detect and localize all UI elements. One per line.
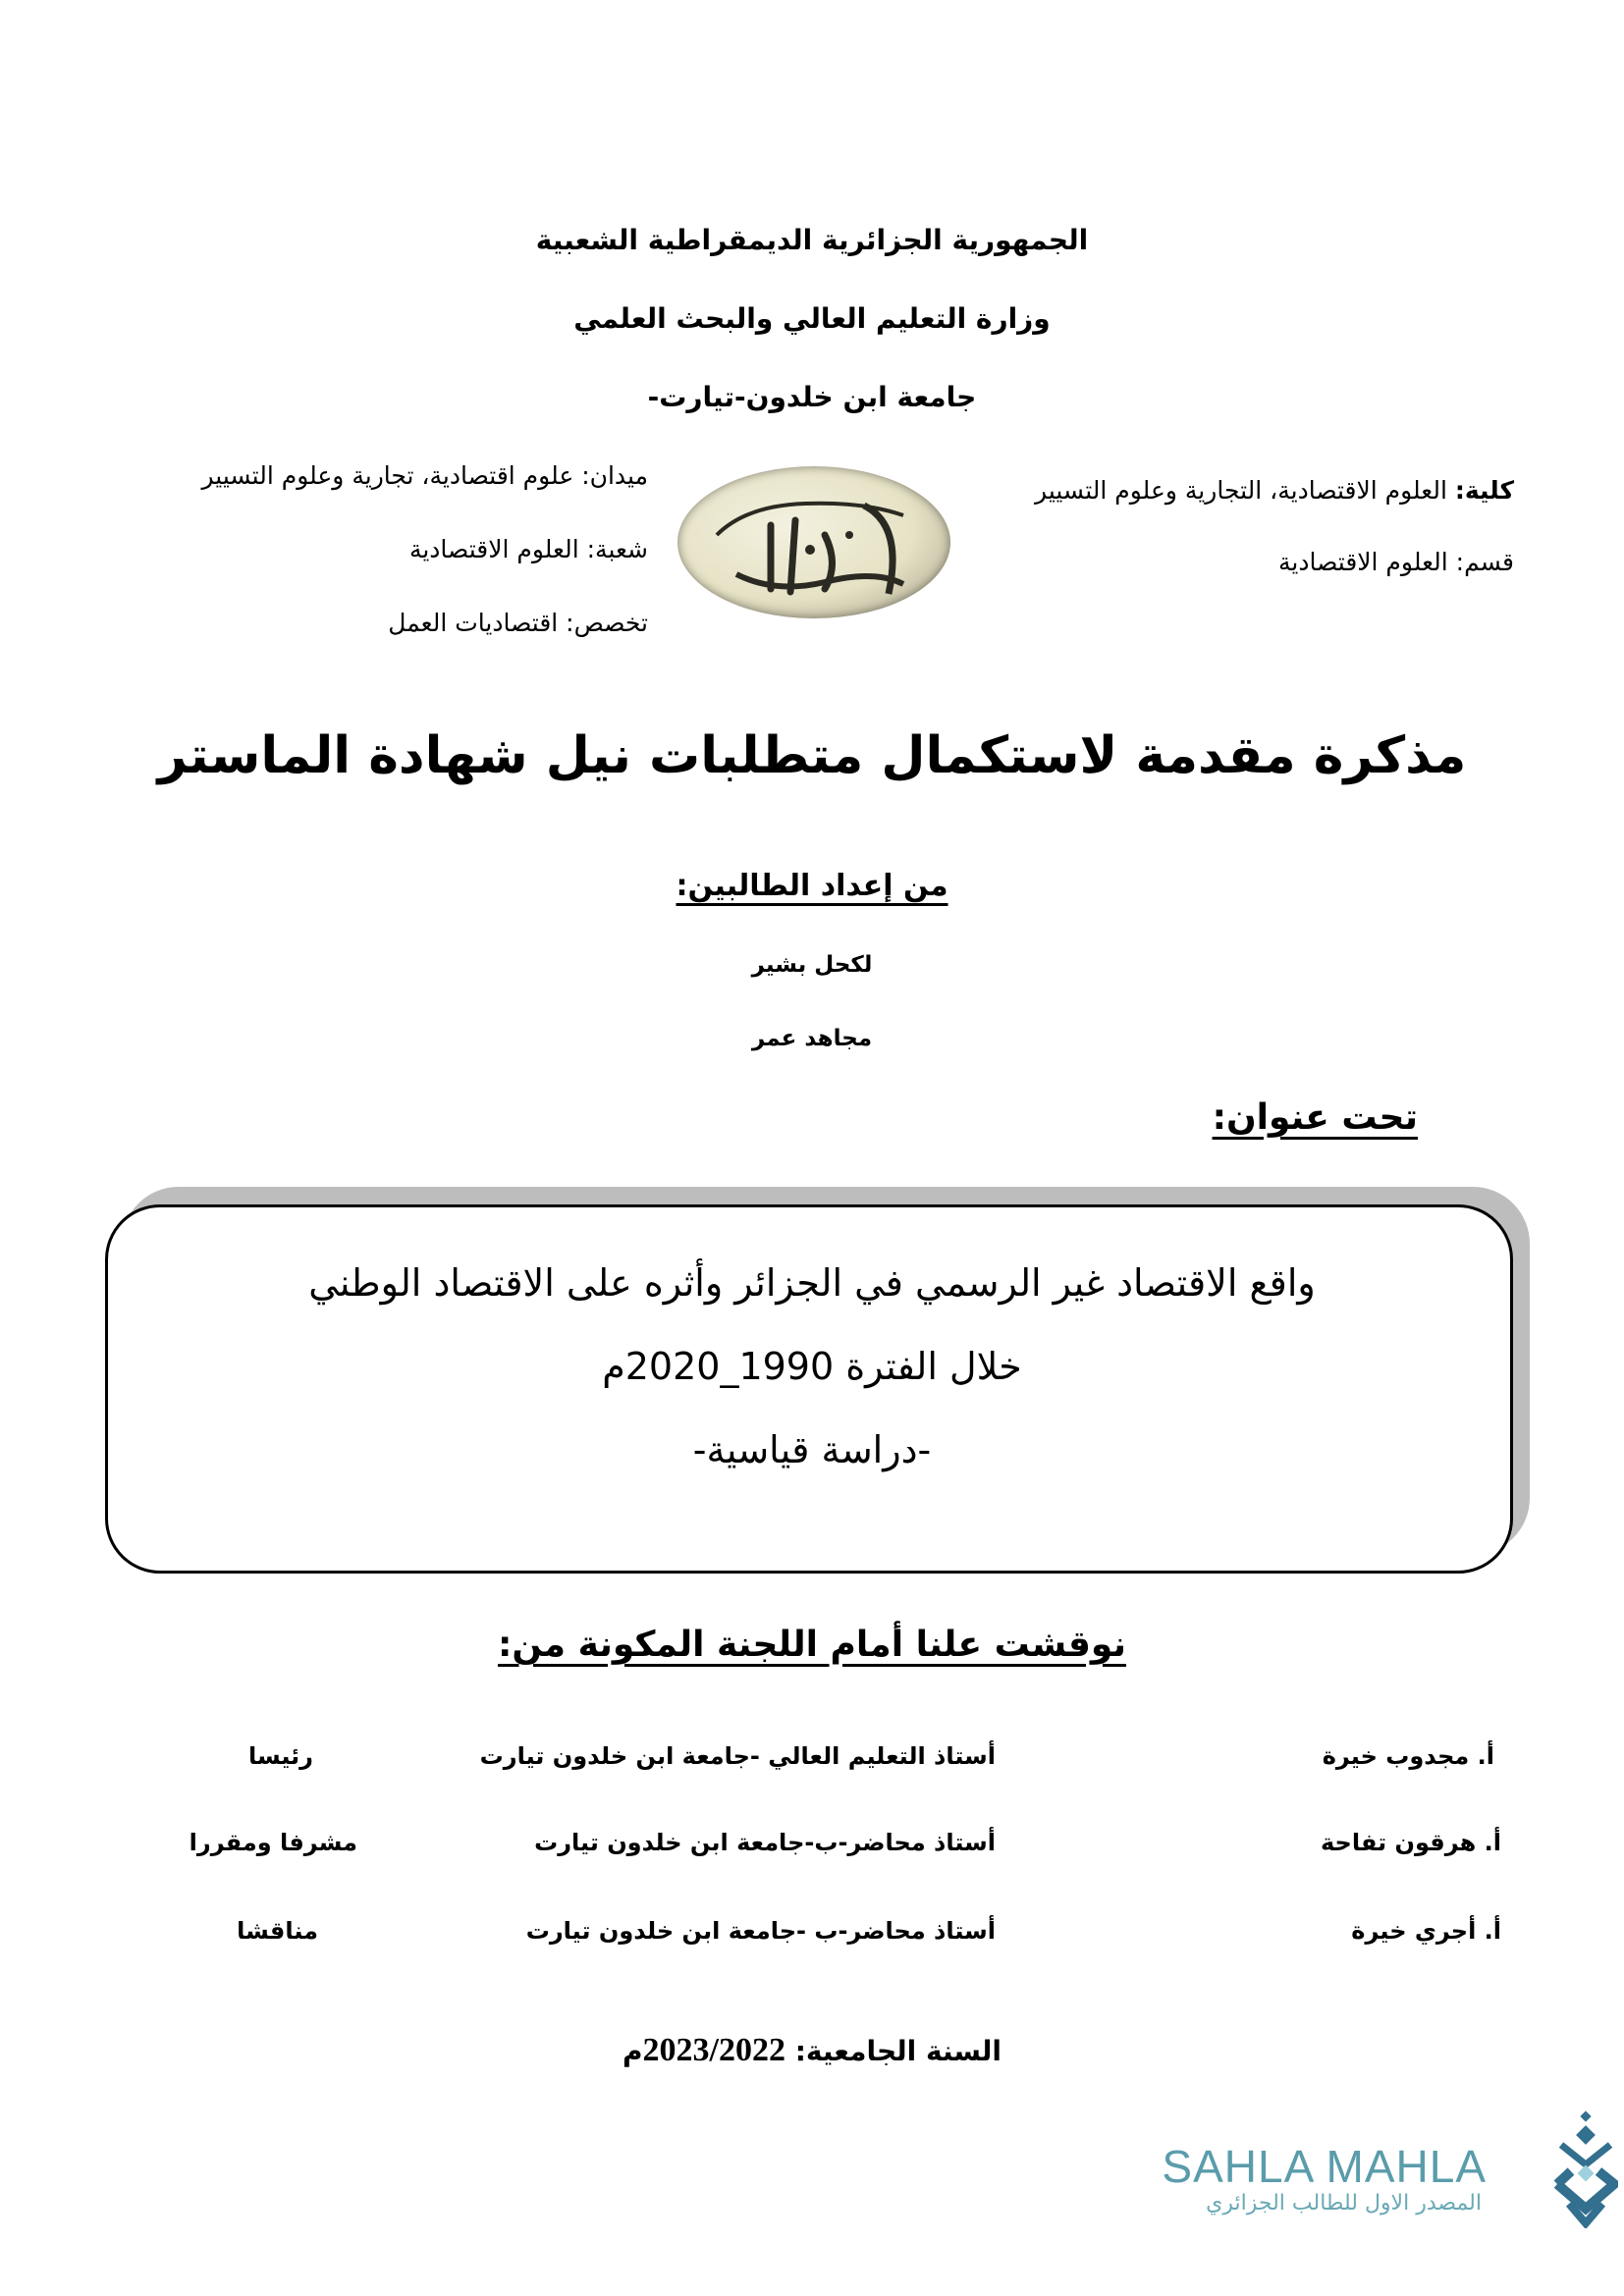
seal-calligraphy-icon bbox=[677, 466, 950, 618]
faculty-line bbox=[1035, 476, 1514, 505]
thesis-title-line-2: خلال الفترة 1990_2020م bbox=[602, 1345, 1022, 1388]
member-role: مشرفا ومقررا bbox=[189, 1829, 357, 1856]
member-name: أ. أجري خيرة bbox=[1351, 1917, 1501, 1945]
department-line bbox=[1278, 548, 1514, 576]
academic-year-label: السنة الجامعية: bbox=[785, 2035, 1002, 2067]
member-role: رئيسا bbox=[247, 1742, 313, 1770]
thesis-title-box bbox=[105, 1204, 1513, 1574]
academic-year-suffix: م bbox=[622, 2035, 643, 2067]
sahla-mahla-logo-icon bbox=[1549, 2110, 1618, 2228]
university-seal-icon bbox=[677, 466, 950, 618]
faculty-value: العلوم الاقتصادية، التجارية وعلوم التسيير bbox=[1035, 476, 1455, 505]
republic-heading: الجمهورية الجزائرية الديمقراطية الشعبية bbox=[535, 224, 1089, 256]
domain-line: ميدان: علوم اقتصادية، تجارية وعلوم التسيير bbox=[201, 461, 648, 490]
ministry-heading: وزارة التعليم العالي والبحث العلمي bbox=[573, 302, 1051, 335]
thesis-title-line-3: -دراسة قياسية- bbox=[692, 1428, 932, 1471]
academic-year bbox=[0, 2032, 1624, 2069]
university-heading: جامعة ابن خلدون-تيارت- bbox=[647, 381, 977, 413]
student-name: مجاهد عمر bbox=[751, 1026, 873, 1051]
committee-heading: نوقشت علنا أمام اللجنة المكونة من: bbox=[497, 1625, 1127, 1665]
member-rank: أستاذ التعليم العالي -جامعة ابن خلدون تيارت bbox=[479, 1742, 996, 1770]
under-title-label: تحت عنوان: bbox=[1212, 1097, 1418, 1138]
department-value: العلوم الاقتصادية bbox=[1277, 548, 1456, 576]
watermark-tagline: المصدر الاول للطالب الجزائري bbox=[1206, 2191, 1482, 2216]
specialty-line: تخصص: اقتصاديات العمل bbox=[388, 609, 648, 637]
thesis-title-line-1: واقع الاقتصاد غير الرسمي في الجزائر وأثره على الاقتصاد الوطني bbox=[308, 1261, 1316, 1305]
student-name: لكحل بشير bbox=[751, 952, 873, 978]
watermark-brand: SAHLA MAHLA bbox=[1162, 2141, 1487, 2192]
member-role: مناقشا bbox=[237, 1917, 318, 1945]
prepared-by-label: من إعداد الطالبين: bbox=[676, 869, 948, 903]
department-label: قسم: bbox=[1455, 548, 1514, 576]
member-rank: أستاذ محاضر-ب -جامعة ابن خلدون تيارت bbox=[525, 1917, 996, 1945]
member-name: أ. هرقون تفاحة bbox=[1320, 1829, 1501, 1856]
member-name: أ. مجدوب خيرة bbox=[1322, 1742, 1494, 1770]
main-title: مذكرة مقدمة لاستكمال متطلبات نيل شهادة الماستر bbox=[157, 726, 1467, 785]
academic-year-value: 2023/2022 bbox=[642, 2032, 785, 2068]
branch-line: شعبة: العلوم الاقتصادية bbox=[408, 535, 648, 563]
faculty-label: كلية: bbox=[1454, 476, 1514, 505]
member-rank: أستاذ محاضر-ب-جامعة ابن خلدون تيارت bbox=[534, 1829, 996, 1856]
